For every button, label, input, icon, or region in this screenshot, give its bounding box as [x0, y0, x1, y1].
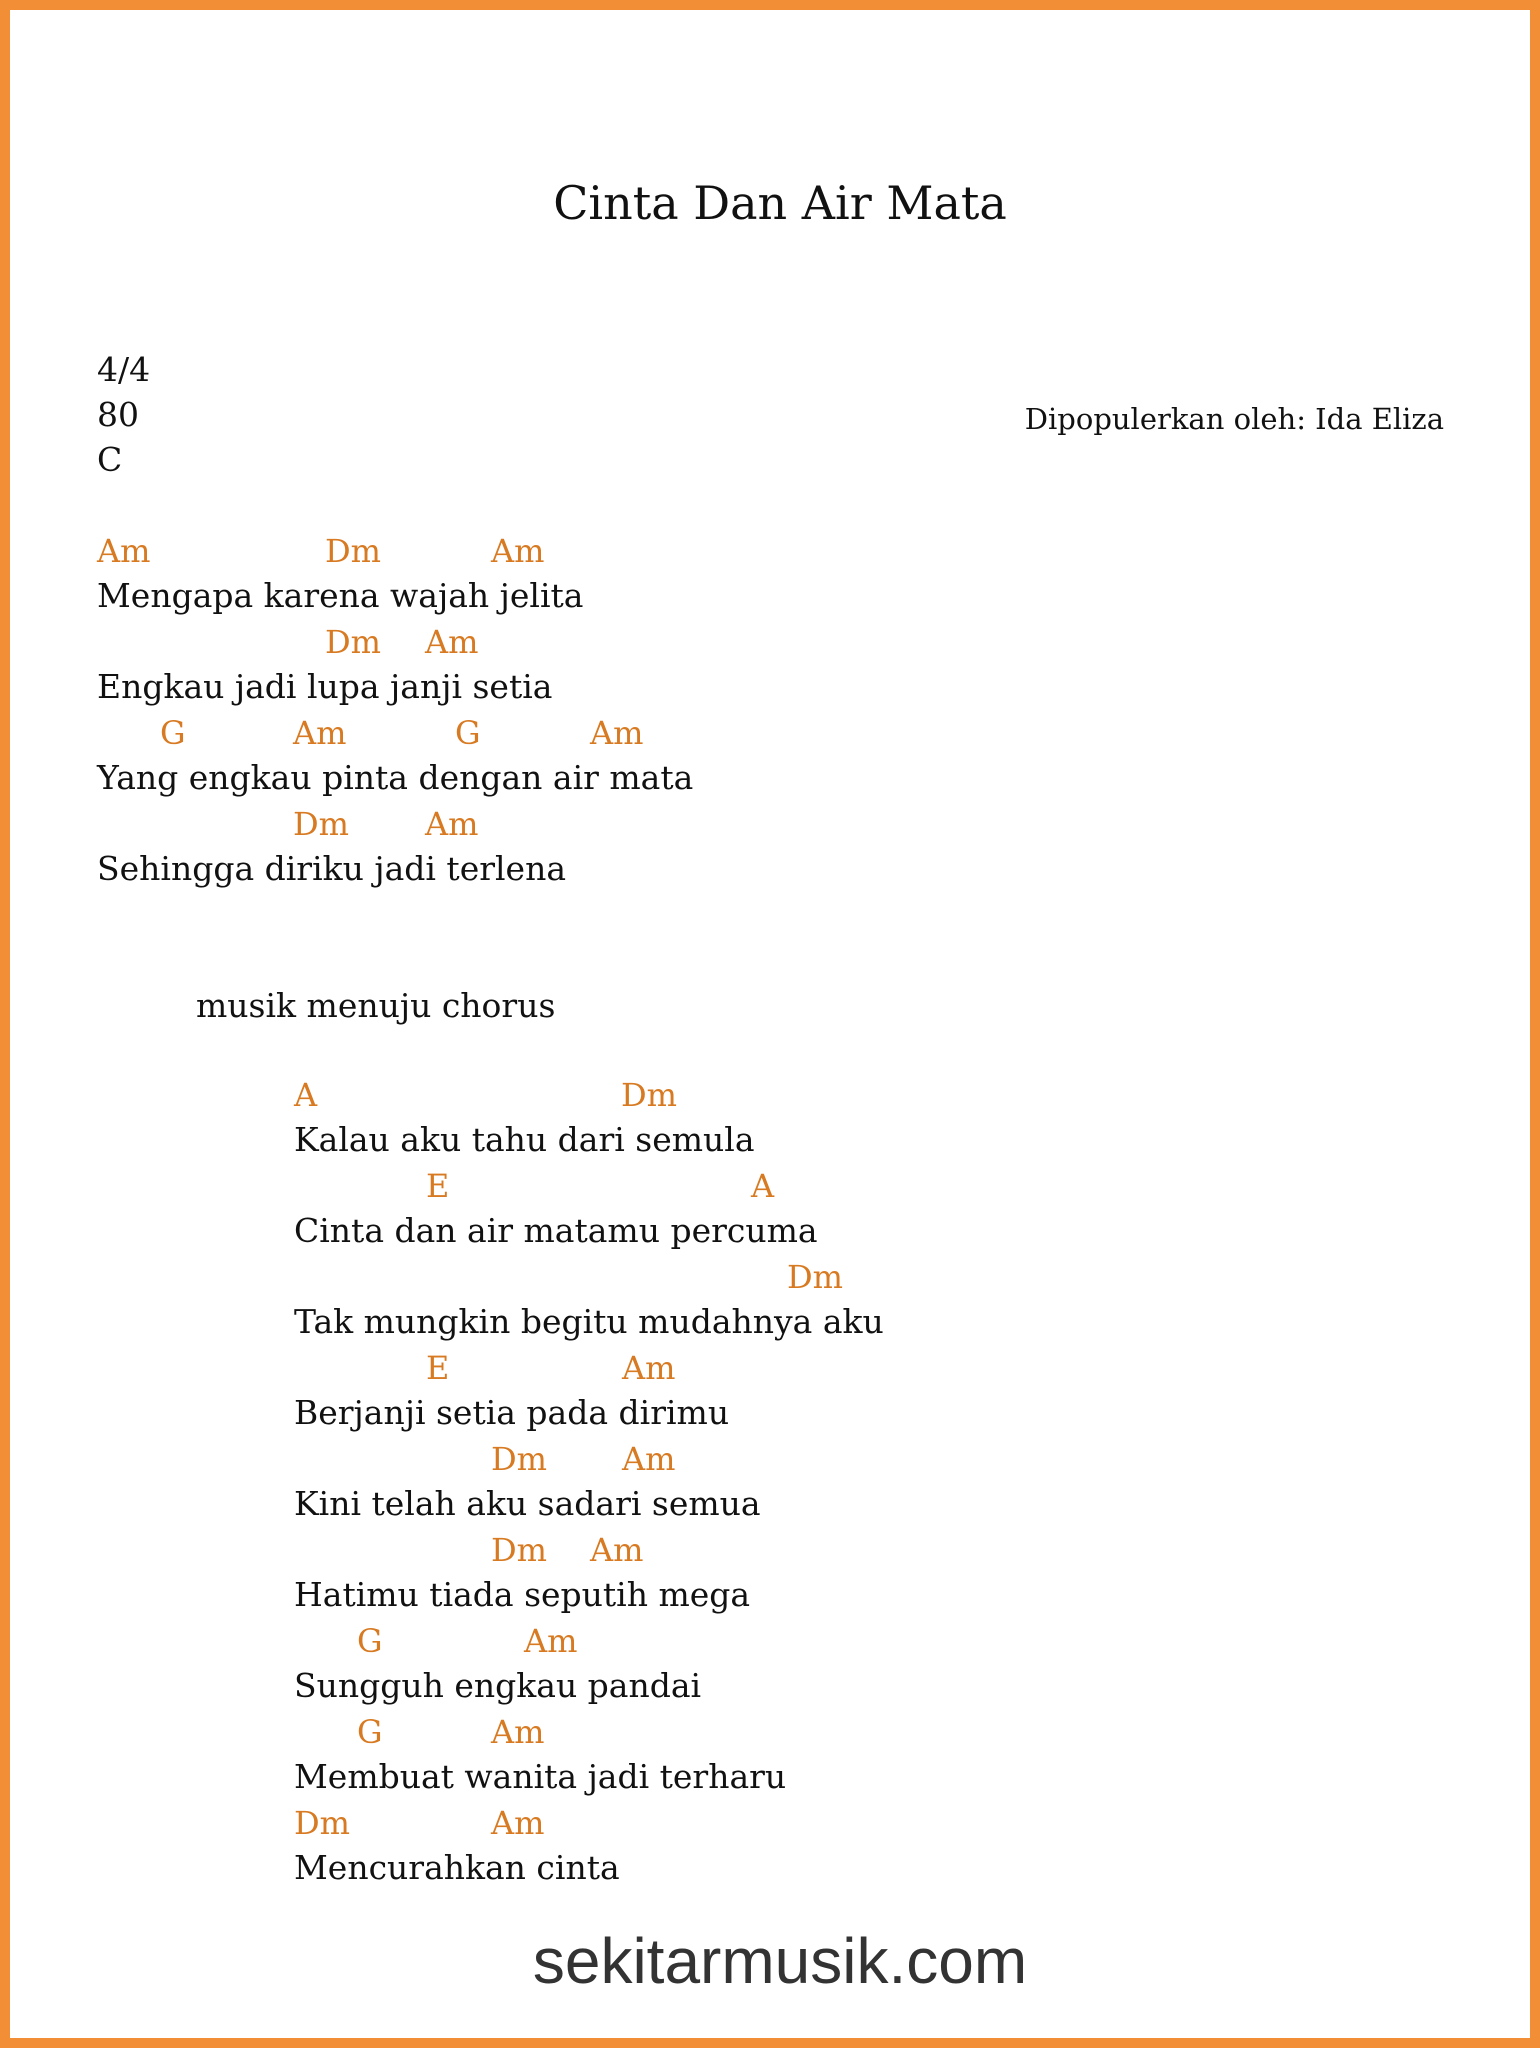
chord: Am [491, 1713, 545, 1751]
lyric-line: Cinta dan air matamu percuma [294, 1211, 818, 1250]
chord: Am [622, 1440, 676, 1478]
chord: Am [425, 623, 479, 661]
chord: Am [524, 1622, 578, 1660]
lyric-line: Mencurahkan cinta [294, 1848, 620, 1887]
lyric-line: Sungguh engkau pandai [294, 1666, 702, 1705]
chord: Dm [293, 805, 349, 843]
chord: Dm [491, 1531, 547, 1569]
site-watermark: sekitarmusik.com [532, 1925, 1028, 1997]
lyric-line: Kini telah aku sadari semua [294, 1484, 761, 1523]
chord: Dm [491, 1440, 547, 1478]
chord: Dm [621, 1076, 677, 1114]
chord: G [357, 1713, 383, 1751]
interlude-note: musik menuju chorus [196, 986, 556, 1025]
chord: Dm [294, 1804, 350, 1842]
lyric-line: Membuat wanita jadi terharu [294, 1757, 787, 1796]
song-key: C [97, 440, 123, 479]
lyric-line: Yang engkau pinta dengan air mata [97, 758, 694, 797]
lyric-line: Hatimu tiada seputih mega [294, 1575, 751, 1614]
chord: G [455, 714, 481, 752]
chord: G [357, 1622, 383, 1660]
chord: Am [491, 1804, 545, 1842]
chord: Dm [325, 623, 381, 661]
chord: Dm [787, 1258, 843, 1296]
chord: Am [97, 532, 151, 570]
lyric-line: Engkau jadi lupa janji setia [97, 667, 553, 706]
song-title: Cinta Dan Air Mata [553, 176, 1007, 230]
lyric-line: Tak mungkin begitu mudahnya aku [294, 1302, 884, 1341]
chord: A [751, 1167, 775, 1205]
lyric-line: Kalau aku tahu dari semula [294, 1120, 755, 1159]
chord: Am [622, 1349, 676, 1387]
chord: Am [425, 805, 479, 843]
chord: E [426, 1167, 450, 1205]
chord: E [426, 1349, 450, 1387]
chord: Am [293, 714, 347, 752]
chord: A [294, 1076, 318, 1114]
chord: Am [491, 532, 545, 570]
artist-credit: Dipopulerkan oleh: Ida Eliza [1024, 402, 1444, 436]
chord: Am [590, 1531, 644, 1569]
chord: Dm [325, 532, 381, 570]
time-signature: 4/4 [97, 350, 151, 389]
chord: Am [590, 714, 644, 752]
lyric-line: Mengapa karena wajah jelita [97, 576, 584, 615]
tempo: 80 [97, 395, 139, 434]
lyric-line: Sehingga diriku jadi terlena [97, 849, 567, 888]
chord: G [160, 714, 186, 752]
lyric-line: Berjanji setia pada dirimu [294, 1393, 730, 1432]
